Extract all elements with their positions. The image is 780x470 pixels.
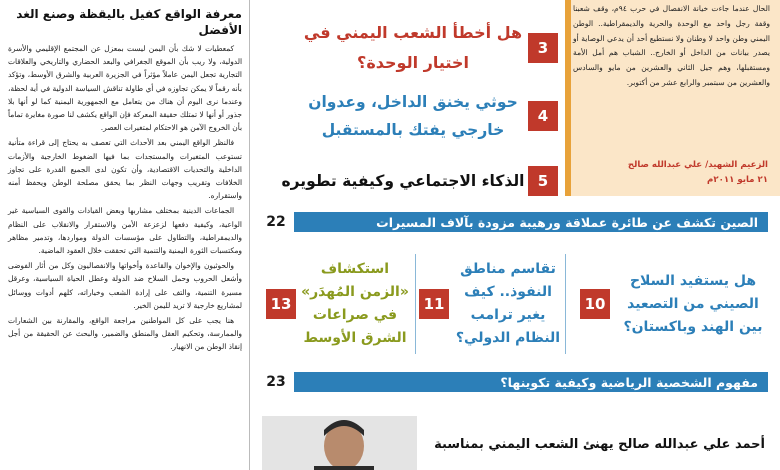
teaser-title: الذكاء الاجتماعي وكيفية تطويره: [281, 172, 525, 190]
opinion-paragraph: هنا يجب على كل المواطنين مراجعة الواقع، والمقارنة بين الشعارات والممارسة، وتحكيم العقل والمنطق والضمير، والبحث عن الحقيقة من أجل إنقاذ الوطن من الانهيار.: [8, 316, 242, 352]
opinion-column: [0, 0, 250, 470]
banner-page-number: 23: [258, 372, 294, 392]
quote-signature: [628, 158, 768, 188]
quote-date: ٢١ مايو ٢٠١١م: [707, 175, 768, 185]
story-title: تقاسم مناطق النفوذ.. كيف يغير ترامب النظام الدولي؟: [455, 261, 561, 346]
banner-title: الصين تكشف عن طائرة عملاقة ورهيبة مزودة بآلاف المسيرات: [376, 214, 758, 230]
teaser-list: [258, 0, 558, 200]
teaser-number: 3: [528, 33, 558, 63]
story-divider: [565, 254, 566, 354]
portrait-illustration: [262, 416, 417, 470]
opinion-paragraph: كمعطيات لا شك بأن اليمن ليست بمعزل عن المجتمع الإقليمي والأسرة الدولية، ولا ريب بأن الموقع الجغرافي والبعد الحضاري والتاريخي والعلاقات التجارية تجعل اليمن عاملاً مؤثراً في الجزيرة العربية والشرق الأوسط، وتؤكد بأنه رقماً لا يمكن تجاوزه في أي طاولة تناقش السياسة الدولية في أية لحظة، وعندما نرى اليوم أن هناك من يتعامل مع الجمهورية اليمنية كما لو أنها بلا جذور أو أنها لا تمتلك حقيقة المعركة فإن الواقع يكشف لنا صورة مغايرة تماماً بأن الخروج الآمن هو الاحتكام لمتغيرات العصر.: [8, 44, 242, 133]
story-10[interactable]: [568, 246, 768, 362]
story-13[interactable]: [260, 246, 410, 362]
column-divider: [249, 0, 250, 470]
opinion-paragraph: والحوثيون والإخوان والقاعدة وأخواتها والانفصاليون وكل من أثار الفوضى وأشعل الحروب وحمل السلاح ضد الدولة وعطل الحياة السياسية، وعرقل مسيرة التنمية، والتف على إرادة الشعب وخياراته، كلهم أدوات ووسائل لمشاريع خارجية لا تريد لليمن الخير.: [8, 261, 242, 310]
teaser-item[interactable]: [258, 18, 558, 78]
teaser-item[interactable]: [258, 166, 558, 196]
story-11[interactable]: [418, 246, 563, 362]
banner-title: مفهوم الشخصية الرياضية وكيفية تكوينها؟: [500, 374, 758, 390]
teaser-title: هل أخطأ الشعب اليمني في اختيار الوحدة؟: [303, 23, 523, 72]
teaser-number: 5: [528, 166, 558, 196]
quote-box: [565, 0, 780, 196]
story-title: استكشاف «الزمن المُهدَر» في صراعات الشرق الأوسط: [301, 261, 409, 346]
opinion-body: [8, 42, 242, 354]
story-number: 11: [419, 289, 449, 319]
quote-author: الزعيم الشهيد/ علي عبدالله صالح: [627, 160, 768, 170]
story-number: 13: [266, 289, 296, 319]
banner-page-number: 22: [258, 212, 294, 232]
story-divider: [415, 254, 416, 354]
banner-22[interactable]: [258, 212, 768, 232]
opinion-paragraph: فالنظر الواقع اليمني بعد الأحداث التي تعصف به يحتاج إلى قراءة متأنية تستوعب المتغيرات والمستجدات بما فيها الضغوط الخارجية والأزمات الداخلية والتحديات الاقتصادية، وأن تكون لدى الجميع القدرة على تجاوز الخلافات وتقريب وجهات النظر بما يحقق مصلحة الوطن ويحفظ أمنه واستقراره.: [8, 138, 242, 201]
opinion-paragraph: الجماعات الدينية بمختلف مشاربها وبعض القيادات والقوى السياسية غير الواعية، وكيفية دفعها لزعزعة الأمن والاستقرار والانقلاب على النظام والديمقراطية، والتطاول على مؤسسات الدولة ومواردها، وتدمير مظاهر ومكتسبات الثورة اليمنية والتنمية التي تحققت خلال العقود الماضية.: [8, 206, 242, 256]
opinion-headline: معرفة الواقع كفيل باليقظة وصنع الغد الأفضل: [16, 7, 242, 37]
quote-text: الحال عندما جاءت خيانة الانفصال في حرب ٩٤م، وقف شعبنا وقفة رجل واحد مع الوحدة والحرية والديمقراطية.. الوطن اليمني وطن واحد لا وطنان ولا نستطيع أحد أن يدعي الوصاية أو يصدر بيانات من الداخل أو الخارج.. الشباب هم أمل الأمة ومستقبلها، وهم جيل الثاني والعشرين من مايو والسادس والعشرين من سبتمبر والرابع عشر من أكتوبر.: [573, 4, 770, 87]
portrait-photo: [262, 416, 417, 470]
story-number: 10: [580, 289, 610, 319]
bottom-story-title[interactable]: أحمد علي عبدالله صالح يهنئ الشعب اليمني بمناسبة: [434, 437, 765, 452]
teaser-item[interactable]: [258, 88, 558, 144]
story-title: هل يستفيد السلاح الصيني من التصعيد بين الهند وباكستان؟: [623, 272, 763, 335]
teaser-title: حوثي يخنق الداخل، وعدوان خارجي يفتك بالمستقبل: [308, 93, 518, 139]
quote-accent-bar: [565, 0, 571, 196]
banner-23[interactable]: [258, 372, 768, 392]
teaser-number: 4: [528, 101, 558, 131]
